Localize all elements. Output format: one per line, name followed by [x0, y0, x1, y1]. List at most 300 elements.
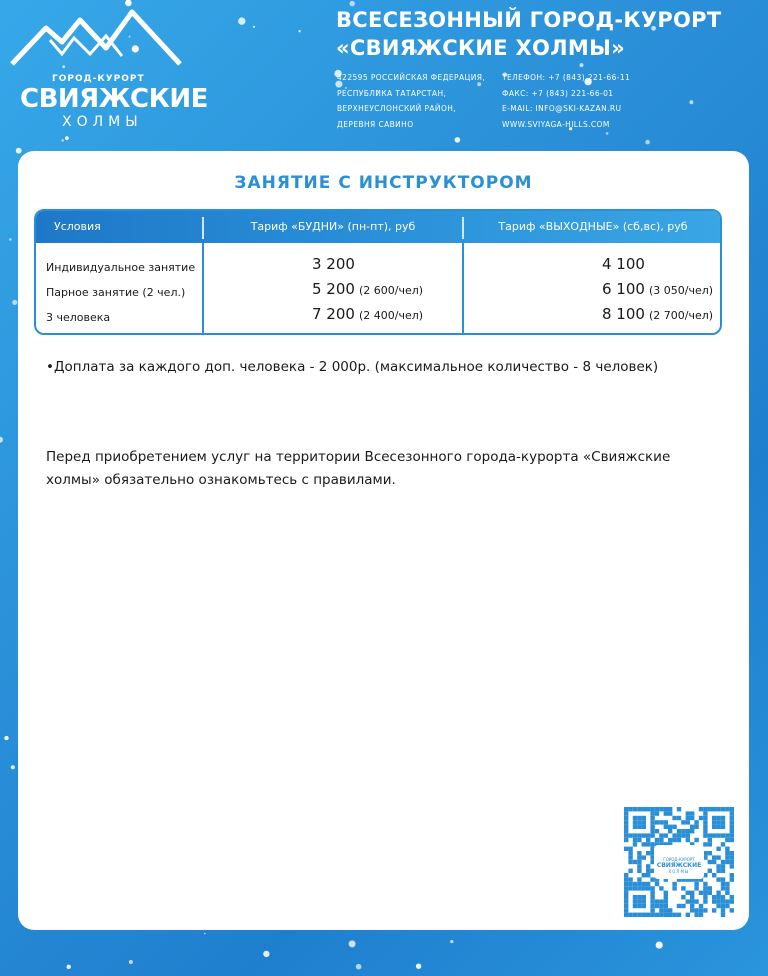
- qr-module: [664, 895, 668, 899]
- qr-module: [730, 860, 734, 864]
- qr-module: [699, 891, 703, 895]
- qr-module: [637, 820, 641, 824]
- qr-module: [642, 886, 646, 890]
- qr-module: [690, 904, 694, 908]
- qr-module: [633, 825, 637, 829]
- qr-module: [624, 908, 628, 912]
- address-line: 422595 РОССИЙСКАЯ ФЕДЕРАЦИЯ,: [337, 73, 486, 82]
- qr-module: [703, 886, 707, 890]
- qr-module: [708, 851, 712, 855]
- qr-module: [624, 895, 628, 899]
- qr-module: [624, 838, 628, 842]
- qr-module: [725, 807, 729, 811]
- qr-module: [721, 895, 725, 899]
- row-name: Парное занятие (2 чел.): [46, 286, 186, 299]
- qr-module: [624, 816, 628, 820]
- qr-module: [633, 899, 637, 903]
- qr-module: [642, 855, 646, 859]
- content-card: [18, 151, 749, 930]
- weekend-price: [602, 280, 713, 298]
- address-line: РЕСПУБЛИКА ТАТАРСТАН,: [337, 88, 447, 98]
- qr-module: [708, 886, 712, 890]
- qr-module: [628, 855, 632, 859]
- qr-module: [694, 913, 698, 917]
- qr-module: [633, 895, 637, 899]
- qr-module: [637, 855, 641, 859]
- qr-module: [624, 913, 628, 917]
- qr-module: [664, 899, 668, 903]
- qr-module: [655, 899, 659, 903]
- qr-module: [712, 873, 716, 877]
- qr-module: [646, 864, 650, 868]
- qr-module: [659, 908, 663, 912]
- qr-module: [650, 829, 654, 833]
- mountain-logo-icon: [10, 8, 186, 78]
- qr-module: [686, 820, 690, 824]
- qr-badge-name: СВИЯЖСКИЕ: [656, 862, 702, 869]
- weekday-price: [312, 305, 423, 323]
- qr-module: [655, 882, 659, 886]
- qr-module: [637, 833, 641, 837]
- qr-module: [703, 820, 707, 824]
- qr-module: [646, 833, 650, 837]
- qr-module: [708, 807, 712, 811]
- qr-module: [721, 886, 725, 890]
- qr-module: [694, 899, 698, 903]
- qr-module: [646, 886, 650, 890]
- qr-module: [725, 882, 729, 886]
- qr-module: [637, 913, 641, 917]
- qr-module: [725, 886, 729, 890]
- qr-module: [677, 913, 681, 917]
- qr-module: [650, 825, 654, 829]
- qr-module: [716, 833, 720, 837]
- qr-module: [686, 838, 690, 842]
- qr-module: [650, 904, 654, 908]
- qr-module: [712, 833, 716, 837]
- qr-module: [690, 908, 694, 912]
- qr-module: [690, 895, 694, 899]
- qr-module: [624, 899, 628, 903]
- qr-module: [624, 807, 628, 811]
- qr-module: [703, 882, 707, 886]
- qr-module: [712, 820, 716, 824]
- qr-module: [686, 833, 690, 837]
- qr-module: [672, 833, 676, 837]
- qr-module: [637, 851, 641, 855]
- qr-module: [725, 838, 729, 842]
- qr-module: [637, 864, 641, 868]
- header-weekend: Тариф «ВЫХОДНЫЕ» (сб,вс), руб: [498, 220, 688, 233]
- snowflake: [298, 30, 300, 32]
- qr-module: [699, 816, 703, 820]
- qr-module: [668, 908, 672, 912]
- qr-module: [730, 873, 734, 877]
- qr-module: [624, 847, 628, 851]
- snowflake: [263, 951, 269, 957]
- qr-module: [646, 869, 650, 873]
- qr-module: [650, 913, 654, 917]
- qr-module: [681, 904, 685, 908]
- qr-module: [642, 807, 646, 811]
- qr-module: [681, 895, 685, 899]
- qr-module: [721, 899, 725, 903]
- qr-module: [642, 899, 646, 903]
- qr-module: [633, 816, 637, 820]
- qr-module: [664, 904, 668, 908]
- qr-module: [716, 891, 720, 895]
- qr-module: [672, 816, 676, 820]
- qr-module: [664, 908, 668, 912]
- qr-module: [699, 904, 703, 908]
- row-name: Индивидуальное занятие: [46, 261, 196, 274]
- qr-module: [633, 820, 637, 824]
- qr-module: [725, 833, 729, 837]
- qr-module: [712, 816, 716, 820]
- qr-module: [730, 816, 734, 820]
- qr-module: [628, 847, 632, 851]
- weekday-price: [312, 280, 423, 298]
- qr-module: [716, 816, 720, 820]
- qr-module: [699, 807, 703, 811]
- qr-module: [650, 886, 654, 890]
- qr-module: [659, 913, 663, 917]
- price-value: 5 200: [312, 280, 355, 298]
- price-value: 7 200: [312, 305, 355, 323]
- qr-module: [730, 829, 734, 833]
- snowflake: [12, 300, 17, 305]
- qr-module: [633, 833, 637, 837]
- qr-module: [703, 833, 707, 837]
- qr-module: [642, 820, 646, 824]
- qr-module: [699, 913, 703, 917]
- qr-module: [703, 899, 707, 903]
- qr-module: [624, 820, 628, 824]
- snowflake: [129, 960, 133, 964]
- qr-module: [646, 807, 650, 811]
- qr-module: [686, 891, 690, 895]
- qr-module: [668, 913, 672, 917]
- logo-subtitle: ГОРОД-КУРОРТ: [52, 74, 145, 84]
- website-link[interactable]: WWW.SVIYAGA-HILLS.COM: [502, 119, 610, 129]
- weekday-price: [312, 255, 359, 273]
- qr-module: [637, 816, 641, 820]
- qr-module: [703, 895, 707, 899]
- qr-module: [668, 807, 672, 811]
- qr-module: [694, 838, 698, 842]
- snowflake: [9, 238, 11, 240]
- qr-module: [708, 860, 712, 864]
- address-block: [337, 70, 485, 132]
- qr-badge-name-line2: ХОЛМЫ: [668, 869, 690, 874]
- qr-module: [699, 908, 703, 912]
- qr-module: [633, 807, 637, 811]
- snowflake: [606, 132, 609, 135]
- qr-module: [686, 913, 690, 917]
- qr-module: [716, 899, 720, 903]
- snowflake: [253, 26, 255, 28]
- qr-module: [725, 855, 729, 859]
- contact-block: [502, 70, 630, 132]
- snowflake: [349, 940, 356, 947]
- qr-module: [633, 913, 637, 917]
- qr-module: [694, 886, 698, 890]
- qr-module: [659, 899, 663, 903]
- qr-module: [642, 882, 646, 886]
- qr-module: [712, 807, 716, 811]
- qr-module: [690, 825, 694, 829]
- qr-module: [637, 838, 641, 842]
- qr-module: [633, 842, 637, 846]
- qr-module: [716, 847, 720, 851]
- qr-module: [624, 811, 628, 815]
- qr-module: [690, 811, 694, 815]
- qr-module: [650, 877, 654, 881]
- qr-module: [628, 913, 632, 917]
- qr-module: [624, 904, 628, 908]
- qr-module: [708, 891, 712, 895]
- qr-module: [655, 904, 659, 908]
- qr-module: [716, 904, 720, 908]
- extra-person-note: •Доплата за каждого доп. человека - 2 000р. (максимальное количество - 8 человек): [46, 359, 659, 375]
- qr-module: [624, 886, 628, 890]
- qr-module: [650, 807, 654, 811]
- qr-module: [637, 895, 641, 899]
- qr-module: [708, 833, 712, 837]
- snowflake: [238, 17, 245, 24]
- header-conditions: Условия: [54, 220, 101, 233]
- qr-module: [659, 838, 663, 842]
- email-text[interactable]: E-MAIL: INFO@SKI-KAZAN.RU: [502, 104, 622, 113]
- qr-module: [690, 899, 694, 903]
- qr-module: [712, 855, 716, 859]
- logo-name: СВИЯЖСКИЕ: [20, 84, 208, 114]
- qr-module: [659, 833, 663, 837]
- resort-headline: [336, 6, 722, 62]
- qr-module: [716, 820, 720, 824]
- qr-module: [628, 860, 632, 864]
- qr-module: [725, 899, 729, 903]
- qr-module: [686, 899, 690, 903]
- snowflake: [62, 139, 64, 141]
- qr-module: [637, 904, 641, 908]
- row-name: 3 человека: [46, 311, 111, 324]
- qr-module: [721, 860, 725, 864]
- qr-module: [703, 891, 707, 895]
- qr-module: [668, 829, 672, 833]
- snowflake: [204, 933, 206, 935]
- qr-module: [650, 908, 654, 912]
- snowflake: [455, 137, 461, 143]
- logo-name-line2: ХОЛМЫ: [62, 114, 143, 130]
- qr-module: [637, 877, 641, 881]
- snowflake: [580, 63, 584, 67]
- snowflake: [4, 736, 8, 740]
- qr-module: [628, 851, 632, 855]
- qr-module: [716, 869, 720, 873]
- qr-module: [681, 820, 685, 824]
- qr-module: [716, 825, 720, 829]
- qr-module: [686, 811, 690, 815]
- qr-module: [730, 811, 734, 815]
- qr-module: [642, 895, 646, 899]
- qr-module: [725, 851, 729, 855]
- qr-module: [703, 908, 707, 912]
- qr-module: [712, 908, 716, 912]
- price-value: 4 100: [602, 255, 645, 273]
- qr-module: [708, 838, 712, 842]
- qr-badge-subtitle: ГОРОД-КУРОРТ: [663, 857, 695, 862]
- qr-module: [664, 811, 668, 815]
- qr-module: [694, 908, 698, 912]
- qr-module: [721, 807, 725, 811]
- qr-module: [681, 886, 685, 890]
- qr-module: [716, 877, 720, 881]
- qr-module: [686, 816, 690, 820]
- qr-module: [628, 833, 632, 837]
- qr-module: [703, 829, 707, 833]
- qr-module: [655, 838, 659, 842]
- price-value: 6 100: [602, 280, 645, 298]
- qr-module: [646, 842, 650, 846]
- qr-module: [637, 807, 641, 811]
- qr-module: [624, 877, 628, 881]
- qr-module: [642, 873, 646, 877]
- qr-module: [650, 833, 654, 837]
- qr-module: [690, 891, 694, 895]
- qr-module: [703, 842, 707, 846]
- qr-code[interactable]: [624, 807, 734, 917]
- qr-module: [628, 869, 632, 873]
- qr-module: [642, 833, 646, 837]
- qr-module: [650, 891, 654, 895]
- address-line: ДЕРЕВНЯ САВИНО: [337, 119, 414, 129]
- qr-module: [672, 825, 676, 829]
- snowflake: [689, 100, 693, 104]
- qr-module: [646, 851, 650, 855]
- qr-module: [633, 838, 637, 842]
- qr-module: [664, 807, 668, 811]
- qr-module: [703, 825, 707, 829]
- qr-module: [708, 869, 712, 873]
- qr-module: [703, 816, 707, 820]
- qr-module: [730, 864, 734, 868]
- qr-module: [628, 877, 632, 881]
- qr-module: [655, 811, 659, 815]
- qr-module: [659, 820, 663, 824]
- qr-module: [642, 913, 646, 917]
- qr-module: [677, 829, 681, 833]
- price-table: [34, 209, 722, 335]
- qr-module: [716, 807, 720, 811]
- qr-module: [650, 899, 654, 903]
- qr-module: [712, 899, 716, 903]
- qr-module: [716, 855, 720, 859]
- qr-module: [730, 895, 734, 899]
- snowflake: [450, 940, 453, 943]
- header-weekday: Тариф «БУДНИ» (пн-пт), руб: [250, 220, 416, 233]
- weekend-price: [602, 255, 649, 273]
- qr-module: [637, 825, 641, 829]
- qr-module: [721, 833, 725, 837]
- qr-module: [668, 825, 672, 829]
- qr-module: [624, 829, 628, 833]
- price-value: 8 100: [602, 305, 645, 323]
- snowflake: [16, 148, 22, 154]
- per-person-price: (2 400/чел): [358, 309, 424, 322]
- snowflake: [356, 964, 362, 970]
- per-person-price: (2 600/чел): [358, 284, 424, 297]
- qr-module: [672, 882, 676, 886]
- qr-module: [642, 842, 646, 846]
- snowflake: [0, 437, 3, 443]
- qr-module: [694, 882, 698, 886]
- qr-module: [633, 882, 637, 886]
- qr-module: [677, 838, 681, 842]
- qr-module: [721, 842, 725, 846]
- resort-logo: [10, 8, 208, 130]
- qr-module: [637, 860, 641, 864]
- qr-module: [624, 825, 628, 829]
- phone-text: ТЕЛЕФОН: +7 (843) 221-66-11: [502, 73, 631, 82]
- qr-module: [646, 882, 650, 886]
- fax-text: ФАКС: +7 (843) 221-66-01: [502, 88, 614, 98]
- qr-module: [712, 895, 716, 899]
- headline-line1: ВСЕСЕЗОННЫЙ ГОРОД-КУРОРТ: [336, 8, 722, 32]
- qr-module: [637, 886, 641, 890]
- qr-module: [633, 860, 637, 864]
- qr-module: [716, 895, 720, 899]
- price-value: 3 200: [312, 255, 355, 273]
- qr-module: [730, 820, 734, 824]
- card-title: ЗАНЯТИЕ С ИНСТРУКТОРОМ: [234, 173, 533, 193]
- qr-module: [655, 820, 659, 824]
- snowflake: [645, 140, 650, 145]
- qr-module: [672, 838, 676, 842]
- per-person-price: (3 050/чел): [648, 284, 714, 297]
- qr-module: [677, 904, 681, 908]
- qr-module: [655, 829, 659, 833]
- snowflake: [67, 965, 71, 969]
- weekend-price: [602, 305, 713, 323]
- qr-module: [664, 833, 668, 837]
- snowflake: [65, 136, 69, 140]
- qr-module: [730, 825, 734, 829]
- qr-module: [664, 891, 668, 895]
- qr-module: [725, 847, 729, 851]
- qr-module: [694, 820, 698, 824]
- qr-module: [677, 816, 681, 820]
- qr-module: [730, 807, 734, 811]
- qr-module: [730, 833, 734, 837]
- qr-module: [703, 811, 707, 815]
- qr-module: [690, 816, 694, 820]
- qr-module: [716, 864, 720, 868]
- qr-module: [659, 807, 663, 811]
- qr-module: [642, 904, 646, 908]
- qr-logo-badge: [654, 845, 704, 879]
- qr-module: [721, 877, 725, 881]
- qr-module: [659, 904, 663, 908]
- qr-module: [646, 913, 650, 917]
- snowflake: [125, 0, 132, 6]
- table-header: [36, 211, 722, 243]
- qr-module: [650, 811, 654, 815]
- qr-module: [628, 807, 632, 811]
- qr-module: [646, 838, 650, 842]
- qr-module: [633, 904, 637, 908]
- qr-module: [721, 913, 725, 917]
